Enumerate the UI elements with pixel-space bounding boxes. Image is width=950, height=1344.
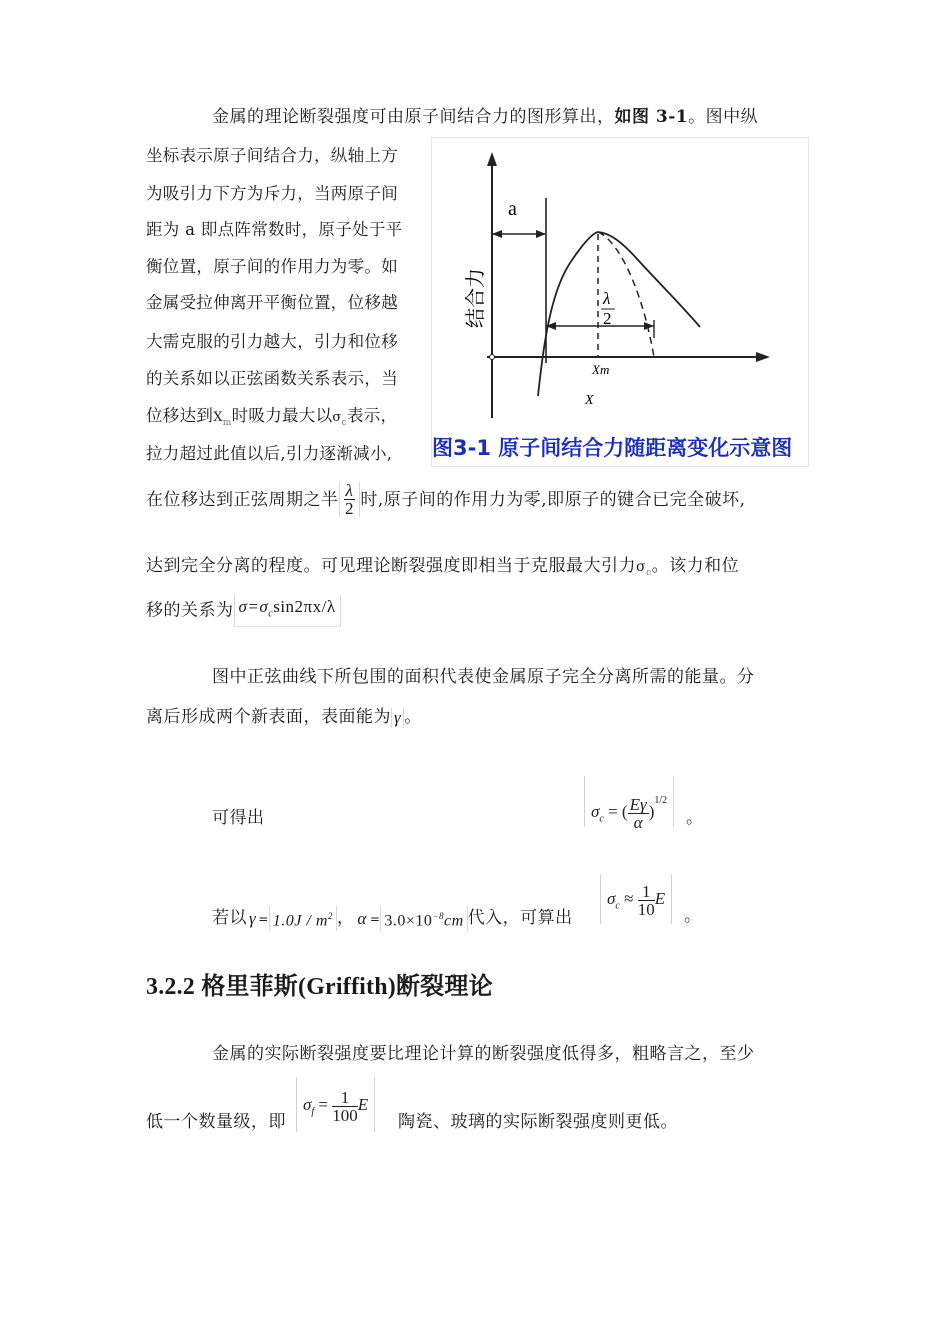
line11-text-b: 时,原子间的作用力为零,即原子的键合已完全破坏, xyxy=(360,489,746,510)
power: 1/2 xyxy=(654,795,668,806)
gamma-value-text: 1.0J / m xyxy=(272,912,328,930)
sigma-symbol: σ xyxy=(332,410,342,425)
para2-line2-end: 。 xyxy=(404,707,422,727)
alpha-value-sup: −8 xyxy=(432,911,444,921)
para4-label: 若以 xyxy=(212,908,247,929)
para1-line10: 拉力超过此值以后,引力逐渐减小, xyxy=(146,444,393,463)
line9-text-b: 时吸力最大以 xyxy=(231,406,333,425)
approx-op: ≈ xyxy=(624,889,634,908)
alpha-symbol: α xyxy=(357,908,367,928)
para1-line1 xyxy=(212,107,758,127)
para1-left-line: 为吸引力下方为斥力，当两原子间 xyxy=(146,184,398,203)
force-distance-diagram xyxy=(432,138,808,438)
estimated-strength-formula xyxy=(600,874,672,924)
para5-line2-a: 低一个数量级，即 xyxy=(146,1112,286,1132)
sigma-subscript: c xyxy=(646,568,652,578)
para1-line1-text: 金属的理论断裂强度可由原子间结合力的图形算出， xyxy=(212,107,615,127)
formula-E: E xyxy=(357,1095,369,1114)
origin-dot xyxy=(490,355,495,360)
alpha-value-text: 3.0×10 xyxy=(384,912,433,930)
para2-line1: 图中正弦曲线下所包围的面积代表使金属原子完全分离所需的能量。分 xyxy=(212,667,755,687)
para2-line2-text: 离后形成两个新表面，表面能为 xyxy=(146,707,391,727)
para3-label: 可得出 xyxy=(212,808,265,828)
force-curve xyxy=(538,232,700,396)
figure-reference: 如图 3-1 xyxy=(614,107,689,127)
gamma-value-sup: 2 xyxy=(327,911,333,921)
figure-caption: 图3-1 原子间结合力随距离变化示意图 xyxy=(432,436,793,460)
close-paren: ) xyxy=(648,802,655,821)
sigma-f-sub: f xyxy=(311,1106,315,1118)
x-label: X xyxy=(585,393,594,408)
formula-den: α xyxy=(633,812,643,832)
line9-text-c: 表示， xyxy=(346,406,398,425)
lambda-den: 2 xyxy=(603,309,612,328)
para1-left-line: 衡位置，原子间的作用力为零。如 xyxy=(146,257,398,276)
alpha-value-unit: cm xyxy=(443,912,464,930)
para1-line11 xyxy=(146,482,746,538)
lambda-half-formula xyxy=(339,482,361,517)
para4-tail: 代入，可算出 xyxy=(467,908,573,929)
sigma-f: σ xyxy=(303,1095,312,1114)
xm-symbol: X xyxy=(213,410,223,425)
gamma-symbol: γ xyxy=(391,708,404,728)
para4-line xyxy=(212,906,573,931)
xm-label: Xm xyxy=(592,362,610,377)
para5-line1: 金属的实际断裂强度要比理论计算的断裂强度低得多，粗略言之，至少 xyxy=(212,1044,755,1064)
lambda-half-den: 2 xyxy=(344,499,354,518)
equals-paren: = ( xyxy=(608,802,628,821)
sine-formula-sub: c xyxy=(268,608,274,620)
gamma-symbol: γ xyxy=(249,908,257,928)
a-label: a xyxy=(508,198,517,220)
sigma-subscript: c xyxy=(341,418,347,428)
para1-left-line: 距为 a 即点阵常数时，原子处于平 xyxy=(146,220,403,239)
para1-left-line: 的关系如以正弦函数关系表示，当 xyxy=(146,369,398,388)
figure-3-1 xyxy=(431,137,809,467)
para3-end: 。 xyxy=(686,808,704,828)
eq1: = xyxy=(258,912,269,927)
sine-formula xyxy=(234,595,341,627)
line12-end: 。该力和位 xyxy=(651,556,740,576)
alpha-value xyxy=(380,906,467,931)
sigma-c-sub: c xyxy=(615,900,620,912)
sine-formula-lhs: σ=σ xyxy=(238,597,269,616)
sigma-c-sub: c xyxy=(599,813,604,825)
para1-left-line: 金属受拉伸离开平衡位置，位移越 xyxy=(146,293,398,312)
sigma-c: σ xyxy=(591,802,600,821)
eq2: = xyxy=(369,912,381,927)
actual-strength-formula xyxy=(296,1078,375,1132)
para4-end: 。 xyxy=(684,906,702,926)
equals-op: = xyxy=(318,1095,329,1114)
sigma-c: σ xyxy=(607,889,616,908)
para2-line2 xyxy=(146,707,422,728)
para1-line13 xyxy=(146,595,341,627)
sine-formula-tail: sin2πx/λ xyxy=(273,597,336,616)
lambda-half-num: λ xyxy=(345,481,354,500)
line9-text-a: 位移达到 xyxy=(146,406,214,425)
xm-subscript: m xyxy=(222,418,232,428)
sigma-symbol: σ xyxy=(636,559,647,575)
para5-line2-b: 陶瓷、玻璃的实际断裂强度则更低。 xyxy=(398,1112,678,1132)
y-axis-arrow xyxy=(487,152,497,166)
para1-line1-end: 。图中纵 xyxy=(688,107,759,127)
line11-text-a: 在位移达到正弦周期之半 xyxy=(146,489,339,510)
x-axis-arrow xyxy=(756,352,770,362)
theoretical-strength-formula xyxy=(584,776,674,832)
section-heading: 3.2.2 格里菲斯(Griffith)断裂理论 xyxy=(146,974,493,1000)
y-axis-label: 结合力 xyxy=(463,268,487,328)
para1-left-line: 坐标表示原子间结合力，纵轴上方 xyxy=(146,146,398,165)
formula-den: 100 xyxy=(332,1105,358,1125)
formula-num: Eγ xyxy=(629,794,647,814)
formula-num: 1 xyxy=(638,883,655,901)
lambda-num: λ xyxy=(603,289,611,308)
para1-line12 xyxy=(146,556,739,583)
gamma-value xyxy=(269,906,337,931)
formula-E: E xyxy=(654,889,666,908)
line12-text: 达到完全分离的程度。可见理论断裂强度即相当于克服最大引力 xyxy=(146,556,636,576)
separator: ， xyxy=(336,908,355,929)
formula-num: 1 xyxy=(332,1089,358,1107)
para1-left-line: 大需克服的引力越大，引力和位移 xyxy=(146,332,398,351)
line13-text: 移的关系为 xyxy=(146,600,234,621)
formula-den: 10 xyxy=(637,899,655,919)
para1-line9 xyxy=(146,406,397,433)
